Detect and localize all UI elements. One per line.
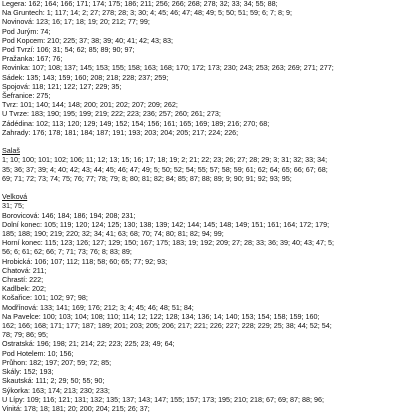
text-line: Chrastí: 222;	[2, 275, 44, 285]
section-velkova	[2, 192, 398, 413]
text-line: Pod Tvrzí: 106; 31; 54; 62; 85; 89; 90; 97;	[2, 45, 135, 55]
text-line: Vinitá: 178; 18; 181; 20; 200; 204; 215; 26; 37;	[2, 403, 150, 413]
text-line: Skautská: 111; 2; 29; 50; 55; 90;	[2, 376, 105, 386]
text-line: Kadlbek: 202;	[2, 284, 46, 294]
text-line: Pod Jurým: 74;	[2, 26, 51, 36]
spacer	[2, 183, 398, 192]
section-salas	[2, 146, 398, 183]
section-streets	[2, 0, 398, 137]
section-heading-salas: Salaš	[2, 146, 20, 156]
text-line: Pod Hotelem: 10; 156;	[2, 348, 74, 358]
text-line: Na Gruntech: 1; 117; 14; 2; 27; 278; 28; 3; 30; 4; 45; 46; 47; 48; 49; 5; 50; 51; 59; 6; 7; 8; 9;	[2, 8, 292, 18]
text-line: U Lípy: 109; 116; 121; 131; 132; 135; 137; 143; 147; 155; 157; 173; 195; 210; 218; 67; 69; 87; 88; 96;	[2, 394, 324, 404]
text-line: Legera: 162; 164; 166; 171; 174; 175; 186; 211; 256; 266; 268; 278; 32; 33; 34; 55; 88;	[2, 0, 278, 8]
text-line: 31; 75;	[2, 201, 24, 211]
text-line: Ostratská: 196; 198; 21; 214; 22; 223; 225; 23; 49; 64;	[2, 339, 175, 349]
text-line: Sádek: 135; 143; 159; 160; 208; 218; 228; 237; 259;	[2, 72, 169, 82]
text-line: Rovinka: 107; 108; 137; 145; 153; 155; 158; 163; 168; 170; 172; 173; 230; 243; 253; 263; 269; 271; 277;	[2, 63, 334, 73]
text-line: 56; 6; 61; 62; 66; 7; 71; 73; 76; 8; 83; 89;	[2, 247, 132, 257]
text-line: Průhon: 182; 197; 207; 59; 72; 85;	[2, 357, 112, 367]
text-line: Borovicová: 146; 184; 186; 194; 208; 231;	[2, 210, 136, 220]
text-line: 35; 36; 37; 39; 4; 40; 42; 43; 44; 45; 46; 47; 49; 5; 50; 52; 54; 55; 57; 58; 59; 61; 62; 64; 65; 66; 67; 68;	[2, 164, 328, 174]
text-line: U Tvrze: 183; 190; 195; 199; 219; 222; 223; 236; 257; 260; 261; 273;	[2, 109, 221, 119]
spacer	[2, 137, 398, 146]
text-line: 78; 79; 86; 95;	[2, 330, 48, 340]
text-line: Zádédina: 102; 113; 120; 129; 149; 152; 154; 156; 161; 165; 169; 189; 216; 270; 68;	[2, 118, 270, 128]
text-line: Tvrz: 101; 140; 144; 148; 200; 201; 202; 207; 209; 262;	[2, 100, 178, 110]
text-line: Pražanka: 167; 76;	[2, 54, 63, 64]
text-line: Sýkorka: 163; 174; 213; 230; 233;	[2, 385, 110, 395]
text-line: Dolní konec: 105; 119; 120; 124; 125; 130; 138; 139; 142; 144; 145; 148; 149; 151; 161; 164; 172; 179;	[2, 219, 330, 229]
text-line: Spojová: 118; 121; 122; 127; 229; 35;	[2, 81, 122, 91]
text-line: Novinová: 123; 16; 17; 18; 19; 20; 212; 77; 99;	[2, 17, 150, 27]
text-line: Skály: 152; 193;	[2, 367, 54, 377]
text-line: Horní konec: 115; 123; 126; 127; 129; 150; 167; 175; 183; 19; 192; 209; 27; 28; 33; 36; 39; 40; 43; 47; 5;	[2, 238, 334, 248]
text-line: Pod Kopcem: 210; 225; 37; 38; 39; 40; 41; 42; 43; 83;	[2, 35, 174, 45]
section-heading-velkova: Velková	[2, 192, 28, 202]
text-line: Modřínová: 133; 141; 169; 176; 212; 3; 4; 45; 46; 48; 51; 84;	[2, 302, 194, 312]
text-line: Košařice: 101; 102; 97; 98;	[2, 293, 88, 303]
text-line: Hrobická: 106; 107; 112; 118; 58; 60; 65; 77; 92; 93;	[2, 256, 168, 266]
text-line: 1; 10; 100; 101; 102; 106; 11; 12; 13; 15; 16; 17; 18; 19; 2; 21; 22; 23; 26; 27; 28; 29; 3; 31; 32; 33; 34;	[2, 155, 328, 165]
text-line: 162; 166; 168; 171; 177; 187; 189; 201; 203; 205; 206; 217; 221; 226; 227; 228; 229; 25; 38; 44; 52; 54;	[2, 321, 332, 331]
text-line: 69; 71; 72; 73; 74; 75; 76; 77; 78; 79; 8; 80; 81; 82; 84; 85; 87; 88; 89; 9; 90; 91; 92; 93; 95;	[2, 173, 292, 183]
text-line: Chatová: 211;	[2, 265, 47, 275]
text-line: Zahrady: 176; 178; 181; 184; 187; 191; 193; 203; 204; 205; 217; 224; 226;	[2, 127, 239, 137]
text-line: Na Pavelce: 100; 103; 104; 108; 110; 114; 12; 122; 128; 134; 136; 14; 140; 153; 154; 158; 159; 160;	[2, 311, 320, 321]
document-text	[2, 0, 398, 413]
text-line: Šefranice: 275;	[2, 91, 51, 101]
text-line: 185; 188; 190; 219; 220; 32; 34; 41; 63; 68; 70; 74; 80; 81; 82; 94; 99;	[2, 229, 224, 239]
